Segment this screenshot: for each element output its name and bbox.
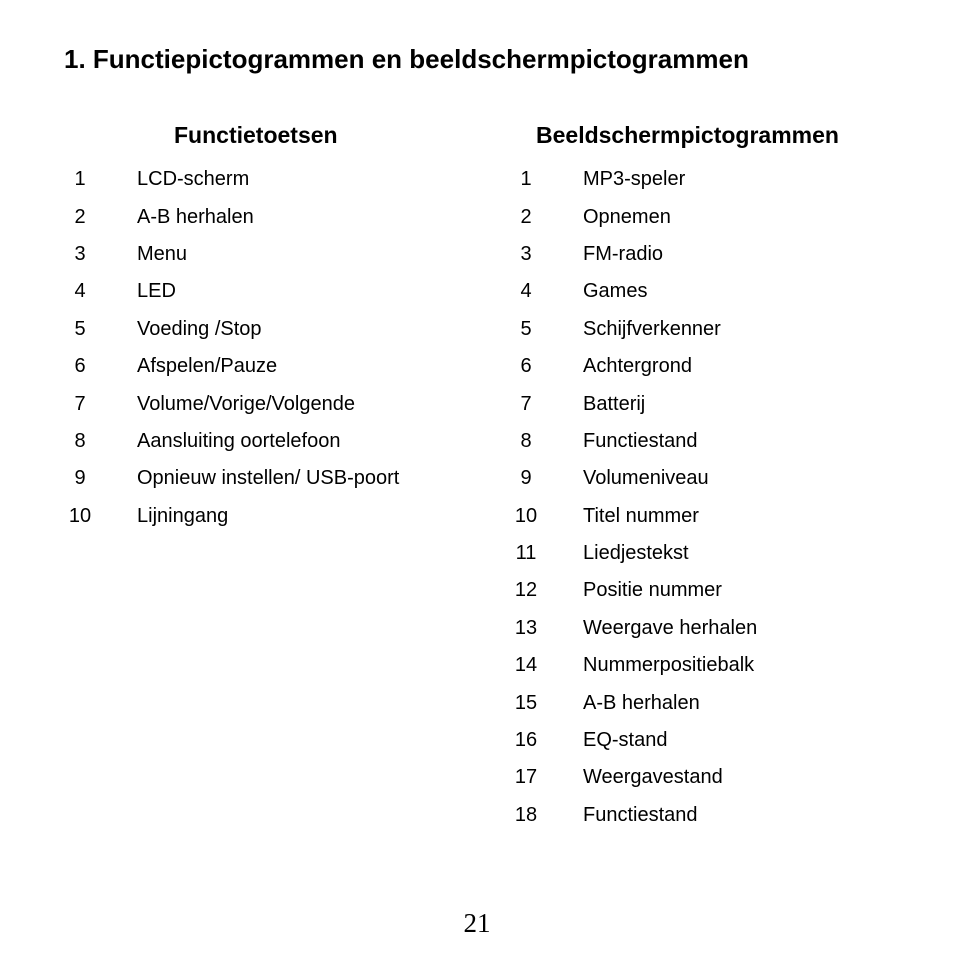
screen-icons-heading: Beeldschermpictogrammen [536, 122, 839, 148]
list-item [506, 161, 757, 198]
list-item [506, 498, 757, 535]
item-label: Functiestand [583, 803, 698, 826]
list-item [60, 161, 399, 198]
item-number: 6 [520, 355, 532, 378]
list-item [506, 423, 757, 460]
item-label: Functiestand [583, 429, 698, 452]
item-label: Menu [137, 242, 188, 265]
item-number: 1 [520, 168, 532, 191]
item-label: Positie nummer [583, 579, 722, 602]
list-item [506, 273, 757, 310]
item-number: 1 [74, 168, 86, 191]
item-label: Opnieuw instellen/ USB-poort [137, 467, 400, 490]
item-label: Achtergrond [583, 355, 692, 378]
item-label: Games [583, 280, 648, 303]
item-label: Volumeniveau [583, 467, 709, 490]
list-item [506, 311, 757, 348]
item-label: LED [137, 280, 176, 303]
function-keys-list [60, 161, 399, 535]
item-label: Lijningang [137, 504, 229, 527]
list-item [60, 198, 399, 235]
item-label: Schijfverkenner [583, 317, 721, 340]
item-number: 5 [520, 317, 532, 340]
item-number: 4 [74, 280, 86, 303]
screen-icons-list [506, 161, 757, 834]
list-item [60, 348, 399, 385]
item-label: A-B herhalen [583, 691, 700, 714]
item-label: Batterij [583, 392, 646, 415]
list-item [506, 385, 757, 422]
item-label: Weergavestand [583, 766, 723, 789]
list-item [60, 385, 399, 422]
item-label: LCD-scherm [137, 168, 250, 191]
list-item [60, 460, 399, 497]
item-number: 7 [520, 392, 532, 415]
item-number: 6 [74, 355, 86, 378]
item-number: 15 [514, 691, 538, 714]
item-label: A-B herhalen [137, 205, 254, 228]
item-label: Voeding /Stop [137, 317, 262, 340]
item-number: 12 [514, 579, 538, 602]
item-label: Opnemen [583, 205, 671, 228]
list-item [506, 572, 757, 609]
item-number: 8 [74, 429, 86, 452]
list-item [506, 610, 757, 647]
list-item [506, 535, 757, 572]
list-item [60, 236, 399, 273]
item-label: Titel nummer [583, 504, 699, 527]
list-item [506, 348, 757, 385]
item-label: Afspelen/Pauze [137, 355, 278, 378]
list-item [60, 311, 399, 348]
item-number: 4 [520, 280, 532, 303]
item-number: 11 [515, 542, 537, 565]
item-label: Aansluiting oortelefoon [137, 429, 341, 452]
item-number: 9 [74, 467, 86, 490]
function-keys-heading: Functietoetsen [174, 122, 338, 148]
list-item [506, 198, 757, 235]
item-number: 18 [514, 803, 538, 826]
item-number: 5 [74, 317, 86, 340]
item-label: Volume/Vorige/Volgende [137, 392, 355, 415]
item-number: 3 [520, 242, 532, 265]
list-item [506, 647, 757, 684]
item-number: 7 [74, 392, 86, 415]
list-item [506, 684, 757, 721]
item-number: 14 [514, 654, 538, 677]
page-number: 21 [463, 908, 491, 938]
list-item [506, 236, 757, 273]
list-item [506, 797, 757, 834]
item-number: 8 [520, 429, 532, 452]
page-title: 1. Functiepictogrammen en beeldschermpictogrammen [64, 44, 749, 74]
item-label: Liedjestekst [583, 542, 689, 565]
list-item [506, 722, 757, 759]
list-item [506, 460, 757, 497]
item-number: 10 [68, 504, 92, 527]
item-label: FM-radio [583, 242, 664, 265]
item-number: 2 [520, 205, 532, 228]
item-number: 16 [514, 729, 538, 752]
item-number: 13 [514, 616, 538, 639]
item-label: Nummerpositiebalk [583, 654, 755, 677]
item-label: MP3-speler [583, 168, 686, 191]
item-number: 9 [520, 467, 532, 490]
item-number: 17 [514, 766, 538, 789]
item-label: EQ-stand [583, 729, 668, 752]
list-item [506, 759, 757, 796]
item-number: 2 [74, 205, 86, 228]
list-item [60, 498, 399, 535]
item-number: 10 [514, 504, 538, 527]
list-item [60, 273, 399, 310]
item-label: Weergave herhalen [583, 616, 758, 639]
item-number: 3 [74, 242, 86, 265]
list-item [60, 423, 399, 460]
